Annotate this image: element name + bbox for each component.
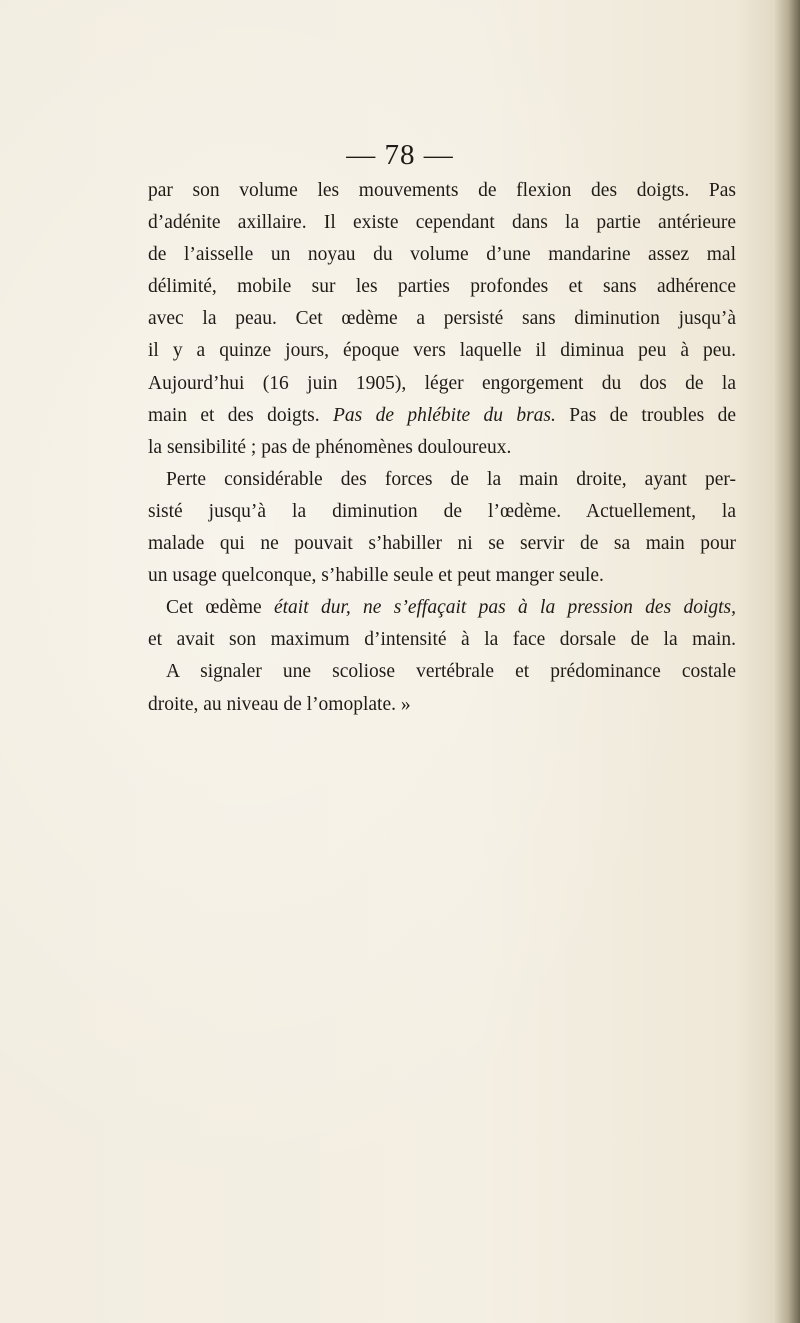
text-line-14-italic: était dur, ne s’effaçait pas à la pression des doigts, — [273, 597, 736, 619]
text-line-14 — [148, 592, 736, 624]
text-line-13: un usage quelconque, s’habille seule et peut manger seule. — [148, 565, 604, 587]
text-line-10: Perte considérable des forces de la main droite, ayant per- — [166, 468, 736, 490]
text-line-4: délimité, mobile sur les parties profondes et sans adhérence — [148, 276, 736, 298]
text-line-1: par son volume les mouvements de flexion des doigts. Pas — [148, 180, 736, 201]
body-text — [148, 175, 736, 721]
text-line-17: droite, au niveau de l’omoplate. » — [148, 693, 411, 715]
text-line-14-pre: Cet œdème — [166, 597, 274, 619]
text-line-12: malade qui ne pouvait s’habiller ni se servir de sa main pour — [148, 533, 736, 555]
text-line-3: de l’aisselle un noyau du volume d’une mandarine assez mal — [148, 244, 736, 266]
text-line-9: la sensibilité ; pas de phénomènes douloureux. — [148, 436, 512, 458]
text-line-15: et avait son maximum d’intensité à la face dorsale de la main. — [148, 629, 736, 651]
text-line-11: sisté jusqu’à la diminution de l’œdème. Actuellement, la — [148, 500, 736, 522]
text-line-8-italic: Pas de phlébite du bras. — [332, 404, 556, 426]
text-line-16: A signaler une scoliose vertébrale et prédominance costale — [166, 661, 736, 683]
page-edge-shadow — [774, 0, 800, 1323]
text-line-8-post: Pas de troubles de — [555, 404, 736, 426]
text-line-7: Aujourd’hui (16 juin 1905), léger engorgement du dos de la — [148, 372, 736, 394]
text-line-8 — [148, 400, 736, 432]
text-line-6: il y a quinze jours, époque vers laquelle il diminua peu à peu. — [148, 340, 736, 362]
page-number: — 78 — — [346, 139, 454, 171]
text-line-5: avec la peau. Cet œdème a persisté sans diminution jusqu’à — [148, 308, 736, 330]
text-line-2: d’adénite axillaire. Il existe cependant dans la partie antérieure — [148, 212, 736, 234]
text-line-8-pre: main et des doigts. — [148, 404, 333, 426]
